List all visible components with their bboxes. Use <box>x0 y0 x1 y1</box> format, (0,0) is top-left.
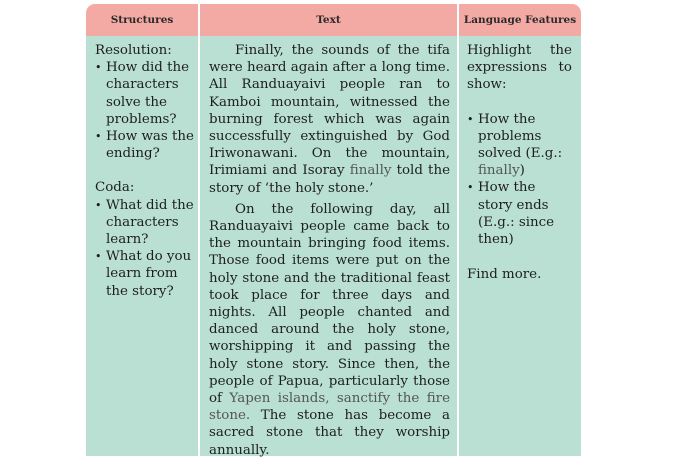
table-body-row <box>86 36 581 456</box>
p2-highlight: Yapen islands, sanctify the fire stone. <box>209 391 450 424</box>
language-item <box>467 111 572 180</box>
structures-cell <box>86 36 198 456</box>
header-language-features: Language Features <box>459 4 581 36</box>
p2-text-b: The stone has become a sacred stone that they worship annually. <box>209 408 450 458</box>
p1-text-a: Finally, the sounds of the tifa were heard again after a long time. All Randuayaivi people ran to Kamboi mountain, witnessed the burning forest which was again successfully extinguished by God Iriwonawani. On the mountain, Irimiami and Isoray <box>209 43 450 179</box>
find-more-text: Find more. <box>467 267 542 283</box>
item1-example: finally <box>478 163 520 179</box>
p1-text-b: told the story of ‘the holy stone.’ <box>209 163 450 196</box>
table-header-row <box>86 4 581 36</box>
resolution-label: Resolution: <box>95 43 172 58</box>
story-paragraph-2 <box>209 201 450 459</box>
language-list <box>467 111 572 249</box>
header-text: Text <box>198 4 459 36</box>
language-features-cell <box>459 36 581 456</box>
p1-highlight: finally <box>349 163 392 179</box>
story-structure-table <box>86 4 581 456</box>
coda-label: Coda: <box>95 180 135 196</box>
p2-text-a: On the following day, all Randuayaivi people came back to the mountain bringing food items. Those food items were put on the holy stone and the traditional feast took place for three days and nights. All people chanted and danced around the holy stone, worshipping it and passing the holy stone story. Since then, the people of Papua, particularly those of <box>209 201 450 407</box>
coda-item: • What did the characters learn? <box>95 197 196 249</box>
language-item: • How the story ends (E.g.: since then) <box>467 179 572 248</box>
resolution-item: • How did the characters solve the problems? <box>95 59 196 128</box>
text-cell <box>198 36 459 456</box>
coda-item: • What do you learn from the story? <box>95 248 196 300</box>
header-structures: Structures <box>86 4 198 36</box>
language-intro: Highlight the expressions to show: <box>467 43 572 93</box>
item1-text-a: How the problems solved (E.g.: <box>478 111 563 162</box>
item1-text-b: ) <box>519 163 525 179</box>
resolution-item: • How was the ending? <box>95 128 196 162</box>
coda-list <box>95 197 196 300</box>
resolution-list <box>95 59 196 162</box>
story-paragraph-1 <box>209 42 450 197</box>
